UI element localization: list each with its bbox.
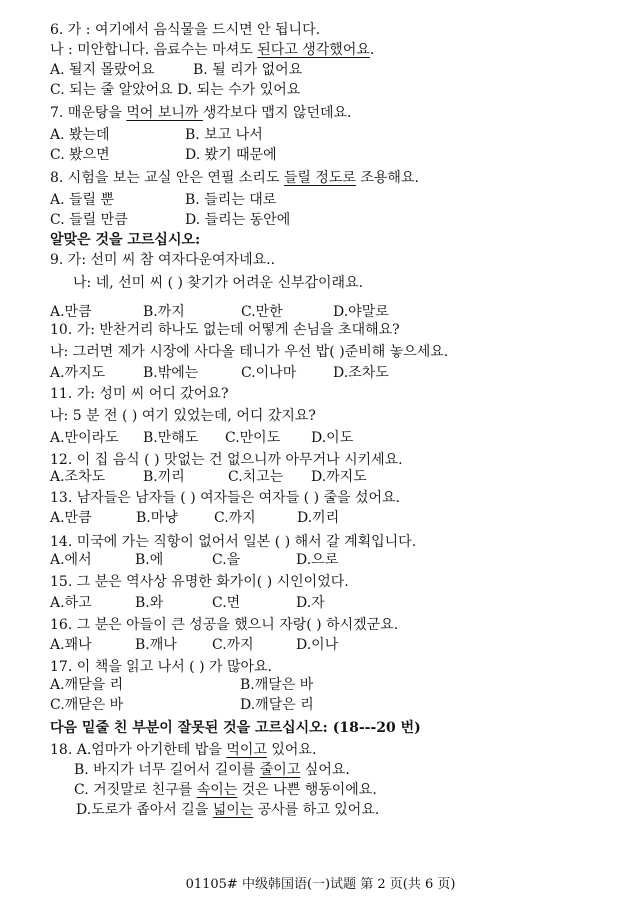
answer-option: A. 들릴 뿐: [50, 192, 115, 208]
answer-option: A.하고: [50, 595, 92, 611]
question-line: [50, 250, 275, 270]
answer-option: A.에서: [50, 552, 92, 568]
question-line: [73, 273, 363, 293]
text-segment: 나: 그러면 제가 시장에 사다올 테니가 우선 밥( )준비해 놓으세요.: [50, 344, 449, 360]
answer-option: D.이도: [311, 430, 354, 446]
answer-option: D.끼리: [297, 510, 340, 526]
answer-option: D.자: [296, 595, 325, 611]
text-segment: 10. 가: 반찬거리 하나도 없는데 어떻게 손님을 초대해요?: [50, 322, 400, 338]
underlined-phrase: 속이는: [196, 782, 238, 798]
answer-option: A. 봤는데: [50, 127, 110, 143]
text-segment: 나: 5 분 전 ( ) 여기 있었는데, 어디 갔지요?: [50, 408, 316, 424]
text-segment: 공사를 하고 있어요.: [253, 802, 380, 818]
question-line: [50, 572, 349, 592]
answer-option: A.만이라도: [50, 430, 119, 446]
text-segment: .: [369, 42, 375, 58]
question-line: [50, 384, 228, 404]
question-line: [50, 20, 320, 40]
question-line: [74, 760, 350, 780]
answer-option: B.까지: [143, 304, 185, 320]
answer-option: C.을: [212, 552, 241, 568]
answer-option: D.까지도: [311, 469, 367, 485]
answer-option: B.만해도: [143, 430, 199, 446]
question-line: [50, 740, 316, 760]
answer-option: A.까지도: [50, 365, 106, 381]
answer-option: B.와: [135, 595, 164, 611]
text-segment: 17. 이 책을 읽고 나서 ( ) 가 많아요.: [50, 659, 273, 675]
answer-option: C. 들릴 만큼: [50, 212, 128, 228]
answer-option: D. 들리는 동안에: [185, 212, 291, 228]
text-segment: 8. 시험을 보는 교실 안은 연필 소리도: [50, 170, 284, 186]
answer-option: C.까지: [214, 510, 256, 526]
text-segment: 것은 나쁜 행동이에요.: [237, 782, 377, 798]
text-segment: 9. 가: 선미 씨 참 여자다운여자네요..: [50, 252, 276, 268]
answer-option: B.에: [135, 552, 164, 568]
answer-option: C. 봤으면: [50, 147, 110, 163]
answer-option: B.깨달은 바: [240, 677, 314, 693]
question-line: [50, 40, 374, 60]
answer-option: D.야말로: [333, 304, 389, 320]
underlined-phrase: 줄이고: [259, 762, 301, 778]
answer-option: C.치고는: [228, 469, 284, 485]
answer-option: B.밖에는: [143, 365, 199, 381]
answer-option: A.만큼: [50, 304, 92, 320]
text-segment: C. 되는 줄 알았어요 D. 되는 수가 있어요: [50, 82, 301, 98]
question-line: [50, 103, 351, 123]
answer-option: A.꽤나: [50, 637, 92, 653]
text-segment: 있어요.: [266, 742, 317, 758]
question-line: [74, 780, 377, 800]
text-segment: 16. 그 분은 아들이 큰 성공을 했으니 자랑( ) 하시겠군요.: [50, 617, 399, 633]
answer-option: C.이나마: [241, 365, 297, 381]
answer-option: D.으로: [296, 552, 339, 568]
text-segment: D.도로가 좁아서 길을: [76, 802, 213, 818]
question-line: [50, 80, 300, 100]
answer-option: D.깨달은 리: [240, 697, 314, 713]
underlined-phrase: 먹어 보니까: [126, 105, 203, 121]
answer-option: A. 될지 몰랐어요: [50, 62, 155, 78]
question-line: [50, 488, 400, 508]
text-segment: 11. 가: 성미 씨 어디 갔어요?: [50, 386, 229, 402]
question-line: [50, 615, 398, 635]
underlined-phrase: 들릴 정도로: [283, 170, 356, 186]
answer-option: A.깨닫을 리: [50, 677, 124, 693]
page-footer: 01105# 中级韩国语(一)试题 第 2 页(共 6 页): [185, 877, 456, 892]
answer-option: B.끼리: [143, 469, 185, 485]
question-line: [50, 406, 316, 426]
answer-option: C.까지: [212, 637, 254, 653]
text-segment: 싶어요.: [300, 762, 350, 778]
text-segment: 14. 미국에 가는 직항이 없어서 일본 ( ) 해서 갈 계획입니다.: [50, 534, 417, 550]
answer-option: C.만한: [241, 304, 283, 320]
underlined-phrase: 넓이는: [212, 802, 254, 818]
answer-option: D.조차도: [333, 365, 389, 381]
answer-option: D. 봤기 때문에: [185, 147, 277, 163]
text-segment: 나 : 미안합니다. 음료수는 마셔도: [50, 42, 258, 58]
section-instruction: [50, 230, 200, 250]
answer-option: C.면: [212, 595, 241, 611]
section-instruction: [50, 718, 421, 738]
text-segment: 7. 매운탕을: [50, 105, 127, 121]
question-line: [50, 657, 272, 677]
question-line: [50, 168, 419, 188]
text-segment: 15. 그 분은 역사상 유명한 화가이( ) 시인이었다.: [50, 574, 349, 590]
answer-option: B. 보고 나서: [185, 127, 263, 143]
text-segment: 13. 남자들은 남자들 ( ) 여자들은 여자들 ( ) 줄을 섰어요.: [50, 490, 401, 506]
question-line: [50, 320, 400, 340]
text-segment: B. 바지가 너무 길어서 길이를: [74, 762, 260, 778]
text-segment: 18. A.엄마가 아기한테 밥을: [50, 742, 227, 758]
text-segment: C. 거짓말로 친구를: [74, 782, 197, 798]
text-segment: 다음 밑줄 친 부분이 잘못된 것을 고르십시오: (18---20 번): [50, 720, 421, 736]
text-segment: 생각보다 맵지 않던데요.: [202, 105, 352, 121]
answer-option: B.깨나: [135, 637, 177, 653]
answer-option: C.깨닫은 바: [50, 697, 124, 713]
answer-option: C.만이도: [225, 430, 281, 446]
question-line: [76, 800, 379, 820]
text-segment: 12. 이 집 음식 ( ) 맛없는 건 없으니까 아무거나 시키세요.: [50, 452, 403, 468]
text-segment: 나: 네, 선미 씨 ( ) 찾기가 어려운 신부감이래요.: [73, 275, 364, 291]
underlined-phrase: 먹이고: [226, 742, 267, 758]
text-segment: 6. 가 : 여기에서 음식물을 드시면 안 됩니다.: [50, 22, 321, 38]
answer-option: A.만큼: [50, 510, 92, 526]
answer-option: D.이나: [296, 637, 339, 653]
question-line: [50, 342, 448, 362]
text-segment: 조용해요.: [355, 170, 419, 186]
underlined-phrase: 된다고 생각했어요: [257, 42, 370, 58]
answer-option: B.마냥: [136, 510, 178, 526]
question-line: [50, 532, 416, 552]
answer-option: A.조차도: [50, 469, 106, 485]
answer-option: B. 들리는 대로: [185, 192, 277, 208]
answer-option: B. 될 리가 없어요: [193, 62, 303, 78]
text-segment: 알맞은 것을 고르십시오:: [50, 232, 201, 248]
